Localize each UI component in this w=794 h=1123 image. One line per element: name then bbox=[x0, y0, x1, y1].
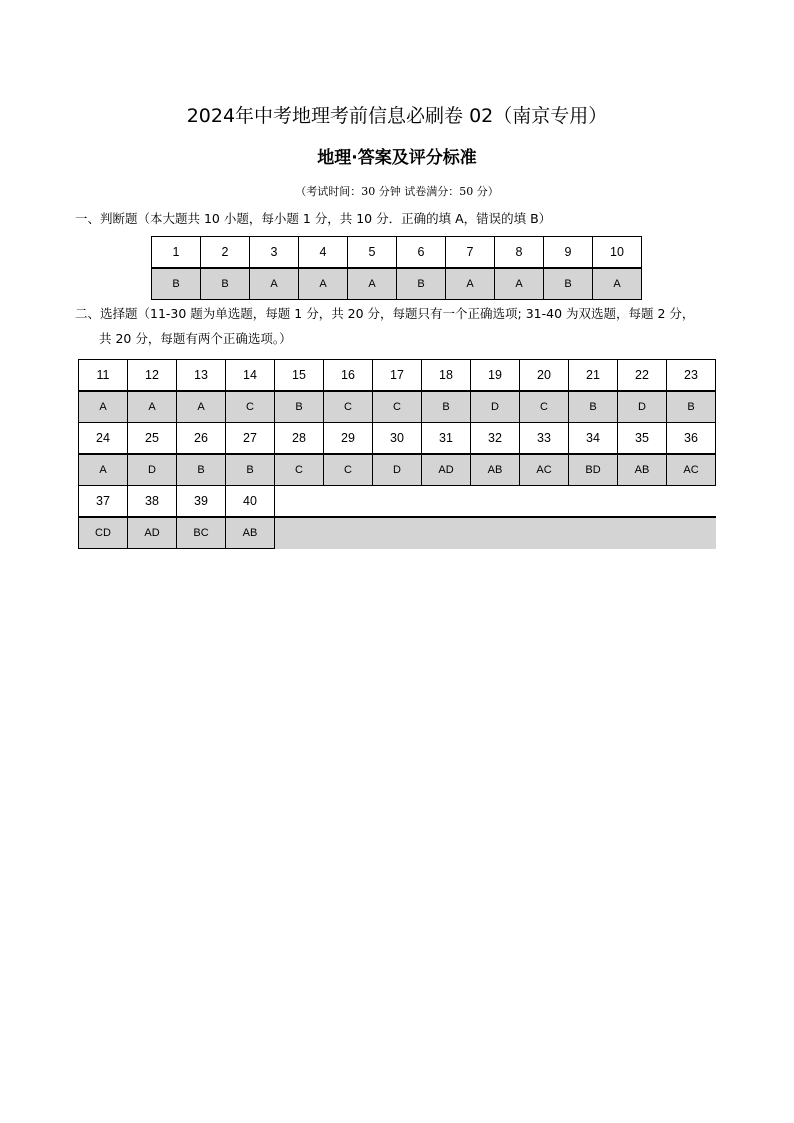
answer-cell: AB bbox=[226, 517, 275, 549]
question-number-cell: 6 bbox=[397, 237, 446, 269]
question-number-cell: 10 bbox=[593, 237, 642, 269]
question-number-cell: 2 bbox=[201, 237, 250, 269]
question-number-cell: 34 bbox=[569, 423, 618, 455]
answer-cell: D bbox=[373, 454, 422, 486]
answer-cell: AD bbox=[128, 517, 177, 549]
question-number-cell: 24 bbox=[79, 423, 128, 455]
answer-cell: BC bbox=[177, 517, 226, 549]
answer-row bbox=[79, 517, 716, 549]
answer-cell: B bbox=[152, 268, 201, 300]
question-number-cell: 21 bbox=[569, 360, 618, 392]
question-number-cell: 5 bbox=[348, 237, 397, 269]
question-number-cell: 37 bbox=[79, 486, 128, 518]
empty-cell bbox=[275, 517, 324, 549]
question-number-cell: 23 bbox=[667, 360, 716, 392]
answer-cell: BD bbox=[569, 454, 618, 486]
empty-cell bbox=[667, 486, 716, 518]
question-number-cell: 17 bbox=[373, 360, 422, 392]
question-number-cell: 26 bbox=[177, 423, 226, 455]
answer-cell: A bbox=[79, 454, 128, 486]
section2-heading-line1: 二、选择题（11-30 题为单选题，每题 1 分，共 20 分，每题只有一个正确选项; 31-40 为双选题，每题 2 分， bbox=[75, 306, 695, 321]
question-number-cell: 1 bbox=[152, 237, 201, 269]
empty-cell bbox=[569, 486, 618, 518]
question-number-cell: 31 bbox=[422, 423, 471, 455]
question-number-cell: 33 bbox=[520, 423, 569, 455]
question-number-cell: 15 bbox=[275, 360, 324, 392]
question-number-cell: 25 bbox=[128, 423, 177, 455]
empty-cell bbox=[422, 486, 471, 518]
question-number-cell: 16 bbox=[324, 360, 373, 392]
question-number-cell: 7 bbox=[446, 237, 495, 269]
answer-cell: C bbox=[324, 391, 373, 423]
empty-cell bbox=[667, 517, 716, 549]
answer-row bbox=[79, 391, 716, 423]
question-number-cell: 8 bbox=[495, 237, 544, 269]
empty-cell bbox=[422, 517, 471, 549]
answer-cell: C bbox=[520, 391, 569, 423]
question-number-cell: 12 bbox=[128, 360, 177, 392]
answer-cell: B bbox=[275, 391, 324, 423]
question-number-cell: 30 bbox=[373, 423, 422, 455]
answer-cell: A bbox=[299, 268, 348, 300]
answer-cell: A bbox=[446, 268, 495, 300]
exam-info: （考试时间：30 分钟 试卷满分：50 分） bbox=[295, 185, 499, 198]
empty-cell bbox=[275, 486, 324, 518]
question-number-cell: 9 bbox=[544, 237, 593, 269]
section1-heading: 一、判断题（本大题共 10 小题，每小题 1 分，共 10 分．正确的填 A，错误的填 B） bbox=[75, 211, 552, 226]
question-number-cell: 3 bbox=[250, 237, 299, 269]
empty-cell bbox=[324, 517, 373, 549]
empty-cell bbox=[618, 517, 667, 549]
page-title: 2024年中考地理考前信息必刷卷 02（南京专用） bbox=[186, 105, 608, 127]
answer-cell: B bbox=[667, 391, 716, 423]
answer-cell: AB bbox=[471, 454, 520, 486]
answer-cell: C bbox=[324, 454, 373, 486]
empty-cell bbox=[520, 517, 569, 549]
answer-cell: D bbox=[471, 391, 520, 423]
answer-cell: C bbox=[275, 454, 324, 486]
answer-cell: B bbox=[177, 454, 226, 486]
question-number-cell: 19 bbox=[471, 360, 520, 392]
answer-cell: C bbox=[373, 391, 422, 423]
question-number-row bbox=[79, 423, 716, 455]
answer-cell: A bbox=[250, 268, 299, 300]
question-number-cell: 18 bbox=[422, 360, 471, 392]
question-number-cell: 29 bbox=[324, 423, 373, 455]
question-number-cell: 36 bbox=[667, 423, 716, 455]
empty-cell bbox=[618, 486, 667, 518]
answer-cell: B bbox=[226, 454, 275, 486]
answer-cell: AC bbox=[520, 454, 569, 486]
answer-cell: CD bbox=[79, 517, 128, 549]
choice-answer-table bbox=[78, 359, 716, 549]
answer-row bbox=[79, 454, 716, 486]
answer-cell: D bbox=[618, 391, 667, 423]
question-number-cell: 14 bbox=[226, 360, 275, 392]
answer-cell: B bbox=[397, 268, 446, 300]
question-number-row bbox=[79, 360, 716, 392]
answer-cell: D bbox=[128, 454, 177, 486]
answer-cell: A bbox=[593, 268, 642, 300]
empty-cell bbox=[324, 486, 373, 518]
question-number-cell: 22 bbox=[618, 360, 667, 392]
answer-cell: A bbox=[79, 391, 128, 423]
answer-cell: B bbox=[422, 391, 471, 423]
empty-cell bbox=[373, 486, 422, 518]
answer-cell: B bbox=[544, 268, 593, 300]
answer-cell: A bbox=[348, 268, 397, 300]
answer-cell: AB bbox=[618, 454, 667, 486]
question-number-cell: 38 bbox=[128, 486, 177, 518]
question-number-cell: 20 bbox=[520, 360, 569, 392]
empty-cell bbox=[373, 517, 422, 549]
question-number-cell: 39 bbox=[177, 486, 226, 518]
section2-heading-line2: 共 20 分，每题有两个正确选项。） bbox=[99, 331, 292, 346]
page-subtitle: 地理·答案及评分标准 bbox=[317, 148, 477, 168]
question-number-cell: 11 bbox=[79, 360, 128, 392]
answer-cell: AC bbox=[667, 454, 716, 486]
question-number-row bbox=[79, 486, 716, 518]
empty-cell bbox=[569, 517, 618, 549]
question-number-cell: 4 bbox=[299, 237, 348, 269]
question-number-cell: 13 bbox=[177, 360, 226, 392]
question-number-cell: 28 bbox=[275, 423, 324, 455]
empty-cell bbox=[520, 486, 569, 518]
answer-cell: B bbox=[201, 268, 250, 300]
answer-cell: A bbox=[177, 391, 226, 423]
answer-row bbox=[152, 268, 642, 300]
question-number-cell: 35 bbox=[618, 423, 667, 455]
answer-cell: A bbox=[495, 268, 544, 300]
question-number-cell: 32 bbox=[471, 423, 520, 455]
answer-cell: C bbox=[226, 391, 275, 423]
answer-cell: A bbox=[128, 391, 177, 423]
judgment-answer-table bbox=[151, 236, 642, 300]
empty-cell bbox=[471, 486, 520, 518]
question-number-cell: 40 bbox=[226, 486, 275, 518]
empty-cell bbox=[471, 517, 520, 549]
question-number-cell: 27 bbox=[226, 423, 275, 455]
answer-cell: B bbox=[569, 391, 618, 423]
section2-heading bbox=[75, 301, 725, 351]
question-number-row bbox=[152, 237, 642, 269]
answer-cell: AD bbox=[422, 454, 471, 486]
